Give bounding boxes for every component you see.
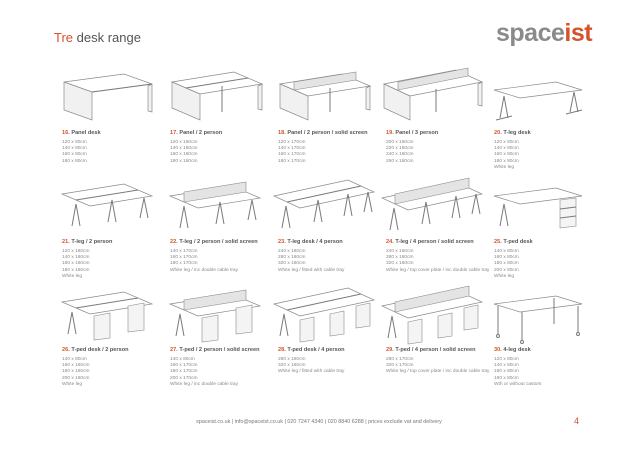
- t-ped-2-person-drawing: [54, 272, 160, 346]
- product-name: Panel / 2 person: [179, 130, 223, 136]
- size-line: White leg / fitted with cable tray: [278, 267, 345, 273]
- size-line: 140 x 80cm: [170, 357, 195, 362]
- product-number: 28.: [278, 347, 286, 353]
- product-row-1: [54, 56, 594, 170]
- size-line: 200 x 160cm: [386, 140, 414, 145]
- size-line: 140 x 160cm: [62, 255, 90, 261]
- product-card: [270, 56, 376, 164]
- product-card: [378, 164, 490, 273]
- product-number: 23.: [278, 239, 286, 245]
- product-title: [494, 239, 533, 245]
- size-line: 200 x 80cm: [494, 267, 519, 273]
- size-line: 200 x 170cm: [170, 375, 198, 381]
- size-line: 160 x 170cm: [278, 152, 306, 158]
- size-line: 320 x 170cm: [386, 363, 414, 369]
- product-name: 4-leg desk: [503, 347, 531, 353]
- size-line: 320 x 160cm: [386, 261, 414, 267]
- product-card: [54, 164, 160, 279]
- product-sizes: [386, 140, 413, 165]
- product-title: [494, 347, 531, 353]
- t-ped-4-person-screen-drawing: [378, 272, 484, 346]
- size-line: 120 x 80cm: [62, 140, 87, 145]
- t-leg-4-person-screen-drawing: [378, 164, 484, 238]
- panel-2-person-screen-drawing: [270, 56, 376, 130]
- product-name: T-ped / 2 person / solid screen: [179, 347, 260, 353]
- product-card: [54, 56, 160, 164]
- product-sizes: [386, 357, 489, 376]
- size-line: White leg: [494, 164, 514, 170]
- product-sizes: [386, 249, 489, 274]
- product-number: 18.: [278, 130, 286, 136]
- t-leg-4-person-drawing: [270, 164, 376, 238]
- product-title: [170, 130, 222, 136]
- product-number: 25.: [494, 239, 502, 245]
- panel-3-person-drawing: [378, 56, 484, 130]
- product-title: [170, 239, 258, 245]
- product-card: [270, 164, 376, 273]
- product-sizes: [62, 140, 87, 165]
- product-card: [486, 56, 592, 170]
- product-card: [378, 56, 484, 164]
- product-card: [270, 272, 376, 376]
- product-card: [162, 272, 268, 387]
- brand-logo: [496, 21, 592, 46]
- size-line: 280 x 160cm: [278, 255, 306, 261]
- size-line: 180 x 170cm: [170, 369, 198, 375]
- product-title: [62, 239, 112, 245]
- t-leg-2-person-drawing: [54, 164, 160, 238]
- product-name: T-leg / 2 person: [71, 239, 113, 245]
- size-line: 320 x 160cm: [278, 363, 306, 369]
- t-ped-4-person-drawing: [270, 272, 376, 346]
- page-number: 4: [574, 416, 580, 426]
- product-sizes: [170, 140, 197, 165]
- size-line: 280 x 170cm: [386, 357, 414, 362]
- product-title: [386, 239, 474, 245]
- size-line: 180 x 170cm: [170, 261, 198, 267]
- product-card: [54, 272, 160, 387]
- size-line: 240 x 160cm: [386, 249, 414, 254]
- size-line: White leg: [62, 381, 82, 387]
- product-number: 21.: [62, 239, 70, 245]
- size-line: 140 x 80cm: [62, 357, 87, 362]
- product-card: [486, 164, 592, 279]
- product-name: T-ped desk / 4 person: [287, 347, 345, 353]
- product-number: 26.: [62, 347, 70, 353]
- product-title: [170, 347, 260, 353]
- panel-desk-drawing: [54, 56, 160, 130]
- product-sizes: [494, 357, 541, 388]
- logo-part-space: space: [496, 19, 565, 47]
- size-line: 140 x 170cm: [278, 146, 306, 152]
- size-line: 220 x 160cm: [386, 146, 414, 152]
- product-name: T-leg / 4 person / solid screen: [395, 239, 474, 245]
- size-line: 160 x 80cm: [494, 152, 519, 158]
- size-line: 180 x 160cm: [170, 158, 198, 164]
- size-line: 260 x 160cm: [386, 158, 414, 164]
- product-title: [62, 130, 101, 136]
- panel-2-person-drawing: [162, 56, 268, 130]
- size-line: 140 x 160cm: [170, 146, 198, 152]
- size-line: 160 x 170cm: [170, 255, 198, 261]
- product-number: 30.: [494, 347, 502, 353]
- size-line: 160 x 160cm: [62, 363, 90, 369]
- size-line: White leg / top cover plate / inc double cable tray: [386, 267, 490, 273]
- t-ped-2-person-screen-drawing: [162, 272, 268, 346]
- size-line: 180 x 80cm: [494, 261, 519, 267]
- product-number: 29.: [386, 347, 394, 353]
- size-line: 160 x 80cm: [494, 255, 519, 261]
- product-title: [62, 347, 129, 353]
- product-name: T-leg / 2 person / solid screen: [179, 239, 258, 245]
- size-line: White leg: [62, 273, 82, 279]
- size-line: 140 x 80cm: [494, 249, 519, 254]
- page-title-accent: Tre: [54, 30, 74, 45]
- t-leg-desk-drawing: [486, 56, 592, 130]
- product-name: T-leg desk / 4 person: [287, 239, 343, 245]
- size-line: 180 x 160cm: [62, 267, 90, 273]
- size-line: White leg / inc double cable tray: [170, 381, 238, 387]
- size-line: 120 x 80cm: [494, 140, 519, 145]
- size-line: 160 x 170cm: [170, 363, 198, 369]
- product-number: 16.: [62, 130, 70, 136]
- product-name: T-ped / 4 person / solid screen: [395, 347, 476, 353]
- size-line: 180 x 80cm: [62, 158, 87, 164]
- product-sizes: [62, 357, 89, 388]
- size-line: Wth or without castors: [494, 381, 542, 387]
- size-line: White leg / top cover plate / inc double cable tray: [386, 369, 490, 375]
- logo-part-ist: ist: [564, 19, 593, 47]
- t-ped-desk-drawing: [486, 164, 592, 238]
- size-line: 180 x 80cm: [494, 375, 519, 381]
- page-title-rest: desk range: [73, 30, 141, 45]
- size-line: 280 x 160cm: [278, 357, 306, 362]
- product-sizes: [278, 357, 344, 376]
- product-card: [162, 164, 268, 273]
- size-line: White leg: [494, 273, 514, 279]
- four-leg-desk-drawing: [486, 272, 592, 346]
- footer-contact: spaceist.co.uk | info@spaceist.co.uk | 020 7247 4340 | 020 8840 6288 | prices exclude vat and delivery: [196, 419, 442, 425]
- product-grid: [54, 56, 594, 387]
- product-number: 22.: [170, 239, 178, 245]
- product-number: 19.: [386, 130, 394, 136]
- size-line: 180 x 80cm: [494, 158, 519, 164]
- product-name: T-ped desk / 2 person: [71, 347, 129, 353]
- size-line: 140 x 170cm: [170, 249, 198, 254]
- size-line: 160 x 80cm: [494, 369, 519, 375]
- size-line: 200 x 160cm: [62, 375, 90, 381]
- size-line: 160 x 160cm: [170, 152, 198, 158]
- size-line: White leg / inc double cable tray: [170, 267, 238, 273]
- product-number: 20.: [494, 130, 502, 136]
- size-line: 320 x 160cm: [278, 261, 306, 267]
- size-line: 180 x 160cm: [62, 369, 90, 375]
- product-card: [486, 272, 592, 387]
- product-title: [278, 347, 345, 353]
- product-card: [378, 272, 490, 376]
- size-line: 120 x 170cm: [278, 140, 306, 145]
- product-title: [278, 239, 343, 245]
- size-line: 160 x 160cm: [62, 261, 90, 267]
- product-title: [386, 347, 476, 353]
- product-number: 17.: [170, 130, 178, 136]
- size-line: 120 x 160cm: [170, 140, 198, 145]
- product-title: [494, 130, 531, 136]
- product-sizes: [170, 249, 238, 274]
- product-name: Panel desk: [71, 130, 101, 136]
- product-sizes: [278, 249, 344, 274]
- size-line: 240 x 160cm: [386, 152, 414, 158]
- size-line: 140 x 80cm: [494, 363, 519, 369]
- product-name: Panel / 2 person / solid screen: [287, 130, 368, 136]
- page-title: [54, 30, 141, 45]
- t-leg-2-person-screen-drawing: [162, 164, 268, 238]
- product-sizes: [170, 357, 238, 388]
- product-number: 27.: [170, 347, 178, 353]
- size-line: 120 x 160cm: [62, 249, 90, 254]
- product-sizes: [278, 140, 305, 165]
- product-number: 24.: [386, 239, 394, 245]
- product-title: [278, 130, 368, 136]
- size-line: White leg / fitted with cable tray: [278, 369, 345, 375]
- product-title: [386, 130, 438, 136]
- product-row-3: [54, 272, 594, 387]
- product-card: [162, 56, 268, 164]
- size-line: 120 x 80cm: [494, 357, 519, 362]
- product-name: Panel / 3 person: [395, 130, 439, 136]
- size-line: 140 x 80cm: [494, 146, 519, 152]
- size-line: 240 x 160cm: [278, 249, 306, 254]
- size-line: 180 x 170cm: [278, 158, 306, 164]
- product-name: T-ped desk: [503, 239, 533, 245]
- size-line: 140 x 80cm: [62, 146, 87, 152]
- size-line: 160 x 80cm: [62, 152, 87, 158]
- product-row-2: [54, 164, 594, 279]
- size-line: 280 x 160cm: [386, 255, 414, 261]
- product-name: T-leg desk: [503, 130, 531, 136]
